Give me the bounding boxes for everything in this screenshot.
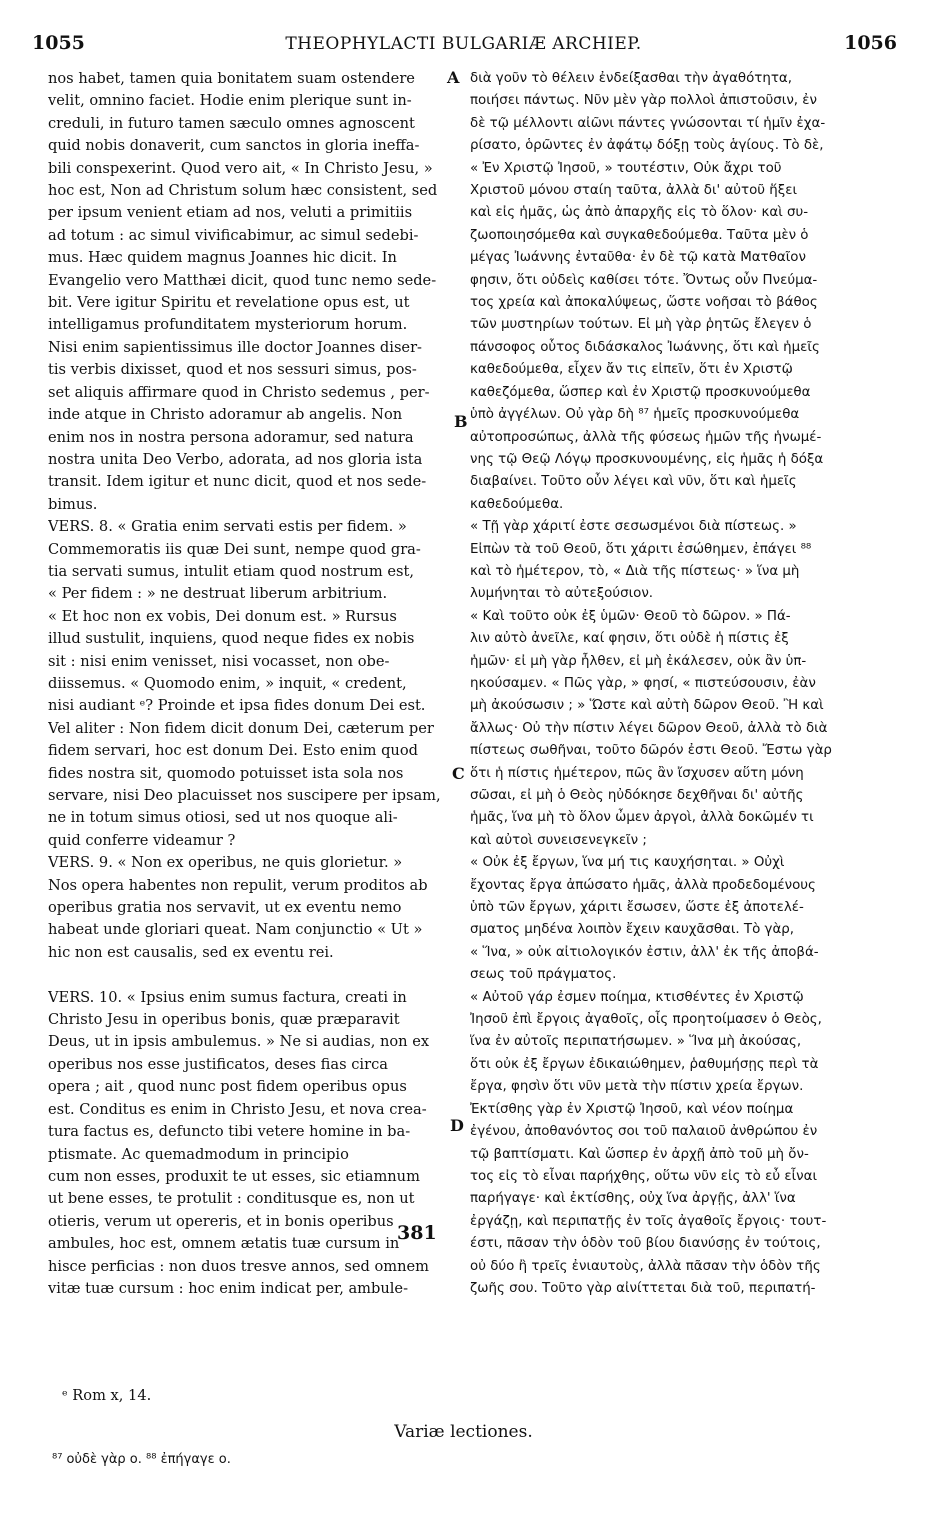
latin-text-line: VERS. 8. « Gratia enim servati estis per fidem. » <box>48 518 407 536</box>
latin-text-line: nostra unita Deo Verbo, adorata, ad nos gloria ista <box>48 450 423 468</box>
variae-lectiones-notes: ⁸⁷ οὐδὲ γὰρ ο. ⁸⁸ ἐπήγαγε ο. <box>52 1452 231 1467</box>
greek-text-line: καθεζόμεθα, ὥσπερ καὶ ἐν Χριστῷ προσκυνούμεθα <box>470 384 811 400</box>
latin-text-line: tura factus es, defuncto tibi vetere homine in ba- <box>48 1123 411 1141</box>
latin-text-line: quid nobis donaverit, cum sanctos in gloria ineffa- <box>48 137 420 155</box>
latin-text-line: mus. Hæc quidem magnus Joannes hic dicit. In <box>48 249 397 267</box>
page-header <box>0 32 927 58</box>
latin-text-line: Commemoratis iis quæ Dei sunt, nempe quod gra- <box>48 540 421 558</box>
latin-text-line: Nisi enim sapientissimus ille doctor Joannes diser- <box>48 338 422 356</box>
latin-text-line: Nos opera habentes non repulit, verum proditos ab <box>48 876 428 894</box>
greek-text-line: ὅτι οὐκ ἐξ ἔργων ἐδικαιώθημεν, ῥαθυμήσῃς περὶ τὰ <box>470 1056 819 1072</box>
footnote: ᵉ Rom x, 14. <box>62 1387 152 1404</box>
latin-text-line: ut bene esses, te protulit : conditusque es, non ut <box>48 1190 415 1208</box>
latin-text-line: opera ; ait , quod nunc post fidem operibus opus <box>48 1078 407 1096</box>
latin-text-line: hisce perficias : non duos tresve annos, sed omnem <box>48 1257 429 1275</box>
greek-text-line: « Καὶ τοῦτο οὐκ ἐξ ὑμῶν· Θεοῦ τὸ δῶρον. » Πά- <box>470 608 791 624</box>
greek-text-line: καὶ εἰς ἡμᾶς, ὡς ἀπὸ ἀπαρχῆς εἰς τὸ ὅλον· καὶ συ- <box>470 205 809 221</box>
margin-letter-b: B <box>454 412 468 431</box>
latin-text-line: fidem servari, hoc est donum Dei. Esto enim quod <box>48 742 418 760</box>
greek-text-line: παρήγαγε· καὶ ἐκτίσθης, οὐχ ἵνα ἀργῇς, ἀλλ' ἵνα <box>470 1191 796 1207</box>
latin-text-line: ne in totum simus otiosi, sed ut nos quoque ali- <box>48 809 398 827</box>
margin-letter-a: A <box>447 68 460 87</box>
greek-text-line: τος χρεία καὶ ἀποκαλύψεως, ὥστε νοῆσαι τὸ βάθος <box>470 295 818 311</box>
running-title: THEOPHYLACTI BULGARIÆ ARCHIEP. <box>285 34 642 54</box>
latin-text-line: cum non esses, produxit te ut esses, sic etiamnum <box>48 1167 420 1185</box>
greek-text-line: μέγας Ἰωάννης ἐνταῦθα· ἐν δὲ τῷ κατὰ Ματθαῖον <box>470 250 806 266</box>
greek-text-line: ἡμᾶς, ἵνα μὴ τὸ ὅλον ὦμεν ἀργοὶ, ἀλλὰ δοκῶμέν τι <box>470 810 814 826</box>
greek-text-line: τῶν μυστηρίων τούτων. Εἰ μὴ γὰρ ῥητῶς ἔλεγεν ὁ <box>470 317 812 333</box>
greek-text-line: νης τῷ Θεῷ Λόγῳ προσκυνουμένης, εἰς ἡμᾶς ἡ δόξα <box>470 451 824 467</box>
margin-letter-c: C <box>452 764 465 783</box>
latin-text-line: operibus nos esse justificatos, deses fias circa <box>48 1055 388 1073</box>
latin-text-line: diissemus. « Quomodo enim, » inquit, « credent, <box>48 674 407 692</box>
greek-text-line: έστι, πᾶσαν τὴν ὁδὸν τοῦ βίου διανύσῃς ἐν τούτοις, <box>470 1236 821 1252</box>
latin-text-line: enim nos in nostra persona adoramur, sed natura <box>48 428 414 446</box>
latin-text-line: transit. Idem igitur et nunc dicit, quod et nos sede- <box>48 473 427 491</box>
greek-text-line: καὶ αὐτοὶ συνεισενεγκεῖν ; <box>470 832 647 848</box>
latin-text-line: set aliquis affirmare quod in Christo sedemus , per- <box>48 383 430 401</box>
greek-text-line: ὑπὸ ἀγγέλων. Οὐ γὰρ δὴ ⁸⁷ ἡμεῖς προσκυνούμεθα <box>470 407 800 423</box>
latin-text-line: tia servati sumus, intulit etiam quod nostrum est, <box>48 562 415 580</box>
greek-text-line: φησιν, ὅτι οὐδεὶς καθίσει τότε. Ὄντως οὖν Πνεύμα- <box>470 272 818 288</box>
greek-text-line: τος εἰς τὸ εἶναι παρήχθης, οὕτω νῦν εἰς τὸ εὖ εἶναι <box>470 1168 817 1184</box>
latin-text-line: servare, nisi Deo placuisset nos suscipere per ipsam, <box>48 787 441 804</box>
latin-text-line: tis verbis dixisset, quod et nos sessuri simus, pos- <box>48 361 417 379</box>
greek-text-line: δὲ τῷ μέλλοντι αἰῶνι πάντες γνώσονται τί ἡμῖν ἐχα- <box>470 115 826 131</box>
greek-text-line: ζωοποιησόμεθα καὶ συγκαθεδούμεθα. Ταῦτα μὲν ὁ <box>470 227 809 243</box>
greek-text-line: « Οὐκ ἐξ ἔργων, ἵνα μή τις καυχήσηται. » Οὐχὶ <box>470 855 785 871</box>
latin-text-line: creduli, in futuro tamen sæculo omnes agnoscent <box>48 114 415 132</box>
latin-text-line: VERS. 10. « Ipsius enim sumus factura, creati in <box>48 988 407 1006</box>
latin-text-line: sit : nisi enim venisset, nisi vocasset, non obe- <box>48 652 390 670</box>
latin-text-line: bili conspexerint. Quod vero ait, « In Christo Jesu, » <box>48 159 433 177</box>
page-number-right: 1056 <box>844 32 897 54</box>
greek-text-line: καθεδούμεθα. <box>470 496 564 512</box>
variae-lectiones-title: Variæ lectiones. <box>394 1422 533 1442</box>
latin-text-line: habeat unde gloriari queat. Nam conjunctio « Ut » <box>48 921 423 939</box>
latin-text-line: vitæ tuæ cursum : hoc enim indicat per, ambule- <box>48 1279 408 1297</box>
latin-text-line: est. Conditus es enim in Christo Jesu, et nova crea- <box>48 1100 427 1118</box>
latin-column <box>48 68 444 1300</box>
greek-text-line: ἡμῶν· εἰ μὴ γὰρ ἦλθεν, εἰ μὴ ἐκάλεσεν, οὐκ ἂν ὑπ- <box>470 653 807 669</box>
latin-text-line: otieris, verum ut opereris, et in bonis operibus <box>48 1212 394 1230</box>
latin-text-line: Christo Jesu in operibus bonis, quæ præparavit <box>48 1011 400 1029</box>
latin-text-line: quid conferre videamur ? <box>48 831 236 849</box>
greek-text-line: σεως τοῦ πράγματος. <box>470 967 617 983</box>
greek-column <box>470 68 875 1300</box>
greek-text-line: λιν αὐτὸ ἀνεῖλε, καί φησιν, ὅτι οὐδὲ ἡ πίστις ἐξ <box>470 631 789 647</box>
latin-text-line: ambules, hoc est, omnem ætatis tuæ cursum in <box>48 1235 400 1253</box>
greek-text-line: ὑπὸ τῶν ἔργων, χάριτι ἔσωσεν, ὥστε ἐξ ἀποτελέ- <box>470 900 804 916</box>
greek-text-line: τῷ βαπτίσματι. Καὶ ὥσπερ ἐν ἀρχῇ ἀπὸ τοῦ μὴ ὄν- <box>470 1146 809 1162</box>
latin-text-line: fides nostra sit, quomodo potuisset ista sola nos <box>48 764 404 782</box>
latin-text-line <box>48 964 444 986</box>
margin-column-number: 381 <box>397 1222 437 1244</box>
greek-text-line: ὅτι ἡ πίστις ἡμέτερον, πῶς ἂν ἴσχυσεν αὕτη μόνη <box>470 765 804 781</box>
greek-text-line: ἔργα, φησὶν ὅτι νῦν μετὰ τὴν πίστιν χρεία ἔργων. <box>470 1079 804 1095</box>
latin-text-line: hic non est causalis, sed ex eventu rei. <box>48 943 334 961</box>
greek-text-line: ποιήσει πάντως. Νῦν μὲν γὰρ πολλοὶ ἀπιστοῦσιν, ἐν <box>470 93 818 109</box>
greek-text-line: λυμήνηται τὸ αὐτεξούσιον. <box>470 586 654 602</box>
latin-text-line: nisi audiant ᵉ? Proinde et ipsa fides donum Dei est. <box>48 697 426 715</box>
greek-text-line: Εἰπὼν τὰ τοῦ Θεοῦ, ὅτι χάριτι ἐσώθημεν, ἐπάγει ⁸⁸ <box>470 541 812 557</box>
greek-text-line: « Τῇ γὰρ χάριτί ἐστε σεσωσμένοι διὰ πίστεως. » <box>470 519 797 535</box>
latin-text-line: bit. Vere igitur Spiritu et revelatione opus est, ut <box>48 294 410 312</box>
latin-text-line: « Per fidem : » ne destruat liberum arbitrium. <box>48 585 388 603</box>
greek-text-line: Ἰησοῦ ἐπὶ ἔργοις ἀγαθοῖς, οἷς προητοίμασεν ὁ Θεὸς, <box>470 1012 822 1028</box>
latin-text-line: « Et hoc non ex vobis, Dei donum est. » Rursus <box>48 607 397 625</box>
latin-text-line: per ipsum venient etiam ad nos, veluti a primitiis <box>48 204 413 222</box>
greek-text-line: ηκούσαμεν. « Πῶς γὰρ, » φησί, « πιστεύσουσιν, ἐὰν <box>470 675 816 691</box>
page-number-left: 1055 <box>32 32 85 54</box>
greek-text-line: ζωῆς σου. Τοῦτο γὰρ αἰνίττεται διὰ τοῦ, περιπατή- <box>470 1280 816 1296</box>
greek-text-line: « Ἐν Χριστῷ Ἰησοῦ, » τουτέστιν, Οὐκ ἄχρι τοῦ <box>470 160 782 176</box>
latin-text-line: Vel aliter : Non fidem dicit donum Dei, cæterum per <box>48 719 434 737</box>
greek-text-line: οὐ δύο ἢ τρεῖς ἐνιαυτοὺς, ἀλλὰ πᾶσαν τὴν ὁδὸν τῆς <box>470 1258 821 1274</box>
greek-text-line: αὐτοπροσώπως, ἀλλὰ τῆς φύσεως ἡμῶν τῆς ἡνωμέ- <box>470 429 822 445</box>
greek-text-line: ρίσατο, ὁρῶντες ἐν ἀφάτῳ δόξῃ τοὺς ἁγίους. Τὸ δὲ, <box>470 138 824 154</box>
latin-text-line: bimus. <box>48 495 98 513</box>
greek-text-line: διὰ γοῦν τὸ θέλειν ἐνδείξασθαι τὴν ἀγαθότητα, <box>470 71 792 86</box>
greek-text-line: Χριστοῦ μόνου σταίη ταῦτα, ἀλλὰ δι' αὐτοῦ ἥξει <box>470 183 798 199</box>
latin-text-line: ptismate. Ac quemadmodum in principio <box>48 1145 349 1163</box>
latin-text-line: hoc est, Non ad Christum solum hæc consistent, sed <box>48 182 438 200</box>
greek-text-line: ἵνα ἐν αὐτοῖς περιπατήσωμεν. » Ἵνα μὴ ἀκούσας, <box>470 1034 802 1050</box>
greek-text-line: « Ἵνα, » οὐκ αἰτιολογικόν ἐστιν, ἀλλ' ἐκ τῆς ἀποβά- <box>470 944 819 960</box>
margin-letter-d: D <box>450 1116 464 1135</box>
latin-text-line: VERS. 9. « Non ex operibus, ne quis glorietur. » <box>48 854 403 872</box>
greek-text-line: ἐργάζῃ, καὶ περιπατῇς ἐν τοῖς ἀγαθοῖς ἔργοις· τουτ- <box>470 1213 827 1229</box>
latin-text-line: nos habet, tamen quia bonitatem suam ostendere <box>48 70 415 87</box>
latin-text-line: operibus gratia nos servavit, ut ex eventu nemo <box>48 899 402 917</box>
greek-text-line: Ἐκτίσθης γὰρ ἐν Χριστῷ Ἰησοῦ, καὶ νέον ποίημα <box>470 1101 794 1117</box>
greek-text-line: ἔχοντας ἔργα ἀπώσατο ἡμᾶς, ἀλλὰ προδεδομένους <box>470 877 816 893</box>
greek-text-line: σματος μηδένα λοιπὸν ἔχειν καυχᾶσθαι. Τὸ γὰρ, <box>470 922 795 938</box>
greek-text-line: μὴ ἀκούσωσιν ; » Ὥστε καὶ αὐτὴ δῶρον Θεοῦ. Ἢ καὶ <box>470 698 824 714</box>
greek-text-line: καθεδούμεθα, εἶχεν ἄν τις εἰπεῖν, ὅτι ἐν Χριστῷ <box>470 362 793 378</box>
greek-text-line: καὶ τὸ ἡμέτερον, τὸ, « Διὰ τῆς πίστεως· » ἵνα μὴ <box>470 563 800 579</box>
greek-text-line: διαβαίνει. Τοῦτο οὖν λέγει καὶ νῦν, ὅτι καὶ ἡμεῖς <box>470 474 797 490</box>
greek-text-line: σῶσαι, εἰ μὴ ὁ Θεὸς ηὐδόκησε δεχθῆναι δι' αὐτῆς <box>470 788 804 803</box>
latin-text-line: ad totum : ac simul vivificabimur, ac simul sedebi- <box>48 226 419 244</box>
greek-text-line: πάνσοφος οὗτος διδάσκαλος Ἰωάννης, ὅτι καὶ ἡμεῖς <box>470 339 820 355</box>
latin-text-line: illud sustulit, inquiens, quod neque fides ex nobis <box>48 630 415 648</box>
greek-text-line: ἄλλως· Οὐ τὴν πίστιν λέγει δῶρον Θεοῦ, ἀλλὰ τὸ διὰ <box>470 720 828 736</box>
latin-text-line: Deus, ut in ipsis ambulemus. » Ne si audias, non ex <box>48 1033 430 1051</box>
latin-text-line: inde atque in Christo adoramur ab angelis. Non <box>48 406 403 424</box>
greek-text-line: ἐγένου, ἀποθανόντος σοι τοῦ παλαιοῦ ἀνθρώπου ἐν <box>470 1124 818 1140</box>
latin-text-line: intelligamus profunditatem mysteriorum horum. <box>48 316 408 334</box>
latin-text-line: velit, omnino faciet. Hodie enim plerique sunt in- <box>48 92 412 110</box>
latin-text-line: Evangelio vero Matthæi dicit, quod tunc nemo sede- <box>48 271 437 289</box>
greek-text-line: πίστεως σωθῆναι, τοῦτο δῶρόν ἐστι Θεοῦ. Ἔστω γὰρ <box>470 743 832 759</box>
greek-text-line: « Αὐτοῦ γάρ ἐσμεν ποίημα, κτισθέντες ἐν Χριστῷ <box>470 989 804 1005</box>
